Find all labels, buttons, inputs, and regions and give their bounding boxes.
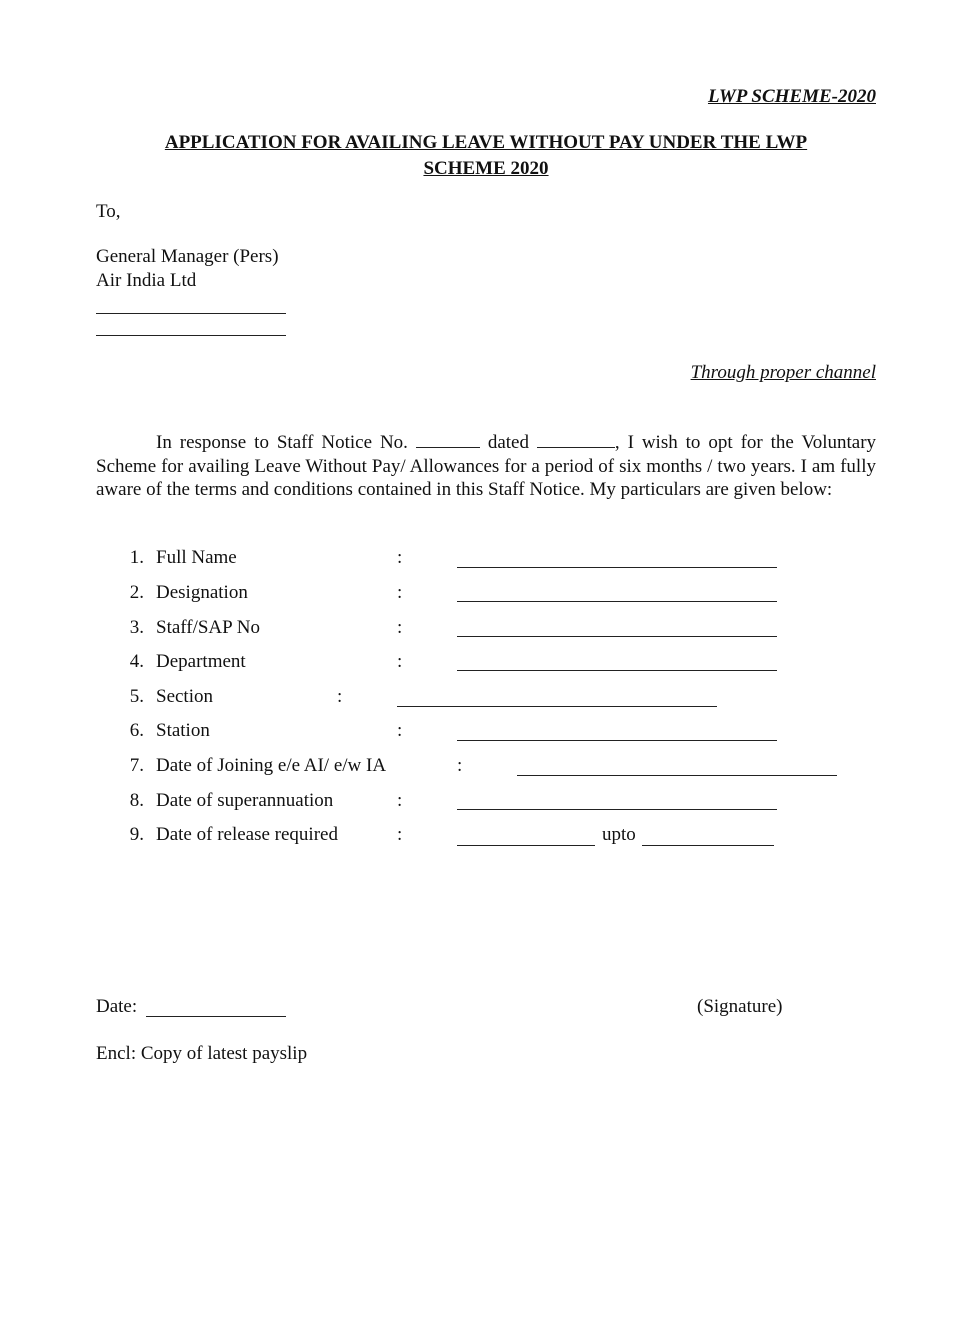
title-line-2: SCHEME 2020: [423, 158, 549, 179]
field-label-station: Station: [156, 720, 210, 741]
signature-label: (Signature): [697, 996, 783, 1017]
notice-date-blank[interactable]: [537, 432, 615, 448]
field-colon: :: [397, 720, 403, 741]
body-paragraph: [96, 431, 876, 502]
address-blank-line-2[interactable]: [96, 335, 286, 336]
page-title: [96, 130, 876, 182]
field-label-staff-sap-no: Staff/SAP No: [156, 617, 260, 638]
field-number: 6.: [129, 720, 144, 741]
field-colon: :: [397, 824, 403, 845]
designation-field[interactable]: [457, 601, 777, 602]
field-number: 9.: [129, 824, 144, 845]
to-label: To,: [96, 201, 121, 222]
field-number: 8.: [129, 790, 144, 811]
scheme-tag: LWP SCHEME-2020: [707, 86, 876, 107]
field-colon: :: [457, 755, 463, 776]
field-number: 7.: [129, 755, 144, 776]
department-field[interactable]: [457, 670, 777, 671]
body-text-part-1: In response to Staff Notice No.: [156, 432, 408, 453]
field-label-designation: Designation: [156, 582, 248, 603]
field-number: 1.: [129, 547, 144, 568]
field-colon: :: [397, 582, 403, 603]
field-colon: :: [337, 686, 343, 707]
field-label-date-of-superannuation: Date of superannuation: [156, 790, 334, 811]
upto-label: upto: [602, 824, 636, 845]
title-line-1: APPLICATION FOR AVAILING LEAVE WITHOUT PAY UNDER THE LWP: [164, 132, 808, 153]
field-number: 3.: [129, 617, 144, 638]
release-from-field[interactable]: [457, 845, 595, 846]
field-colon: :: [397, 547, 403, 568]
body-text-part-2: dated: [487, 432, 529, 453]
addressee-line-1: General Manager (Pers): [96, 246, 279, 267]
enclosure-note: Encl: Copy of latest payslip: [96, 1043, 308, 1064]
date-of-superannuation-field[interactable]: [457, 809, 777, 810]
field-colon: :: [397, 790, 403, 811]
staff-notice-no-blank[interactable]: [416, 432, 480, 448]
field-colon: :: [397, 617, 403, 638]
station-field[interactable]: [457, 740, 777, 741]
field-label-date-of-release: Date of release required: [156, 824, 338, 845]
field-label-full-name: Full Name: [156, 547, 237, 568]
field-number: 5.: [129, 686, 144, 707]
release-upto-field[interactable]: [642, 845, 774, 846]
date-label: Date:: [96, 996, 138, 1017]
date-field[interactable]: [146, 1016, 286, 1017]
field-label-section: Section: [156, 686, 213, 707]
full-name-field[interactable]: [457, 567, 777, 568]
staff-sap-no-field[interactable]: [457, 636, 777, 637]
address-blank-line-1[interactable]: [96, 313, 286, 314]
field-number: 4.: [129, 651, 144, 672]
field-label-department: Department: [156, 651, 246, 672]
field-label-date-of-joining: Date of Joining e/e AI/ e/w IA: [156, 755, 387, 776]
through-proper-channel: Through proper channel: [690, 362, 876, 383]
addressee-line-2: Air India Ltd: [96, 270, 197, 291]
date-of-joining-field[interactable]: [517, 775, 837, 776]
field-colon: :: [397, 651, 403, 672]
body-text-part-3: , I wish to opt for the Voluntary Scheme for availing Leave Without Pay/ Allowances for a period of six months / two years. I am fully aware of the terms and conditions contained in this Staff Notice. My particulars are given below:: [96, 432, 877, 500]
section-field[interactable]: [397, 706, 717, 707]
field-number: 2.: [129, 582, 144, 603]
